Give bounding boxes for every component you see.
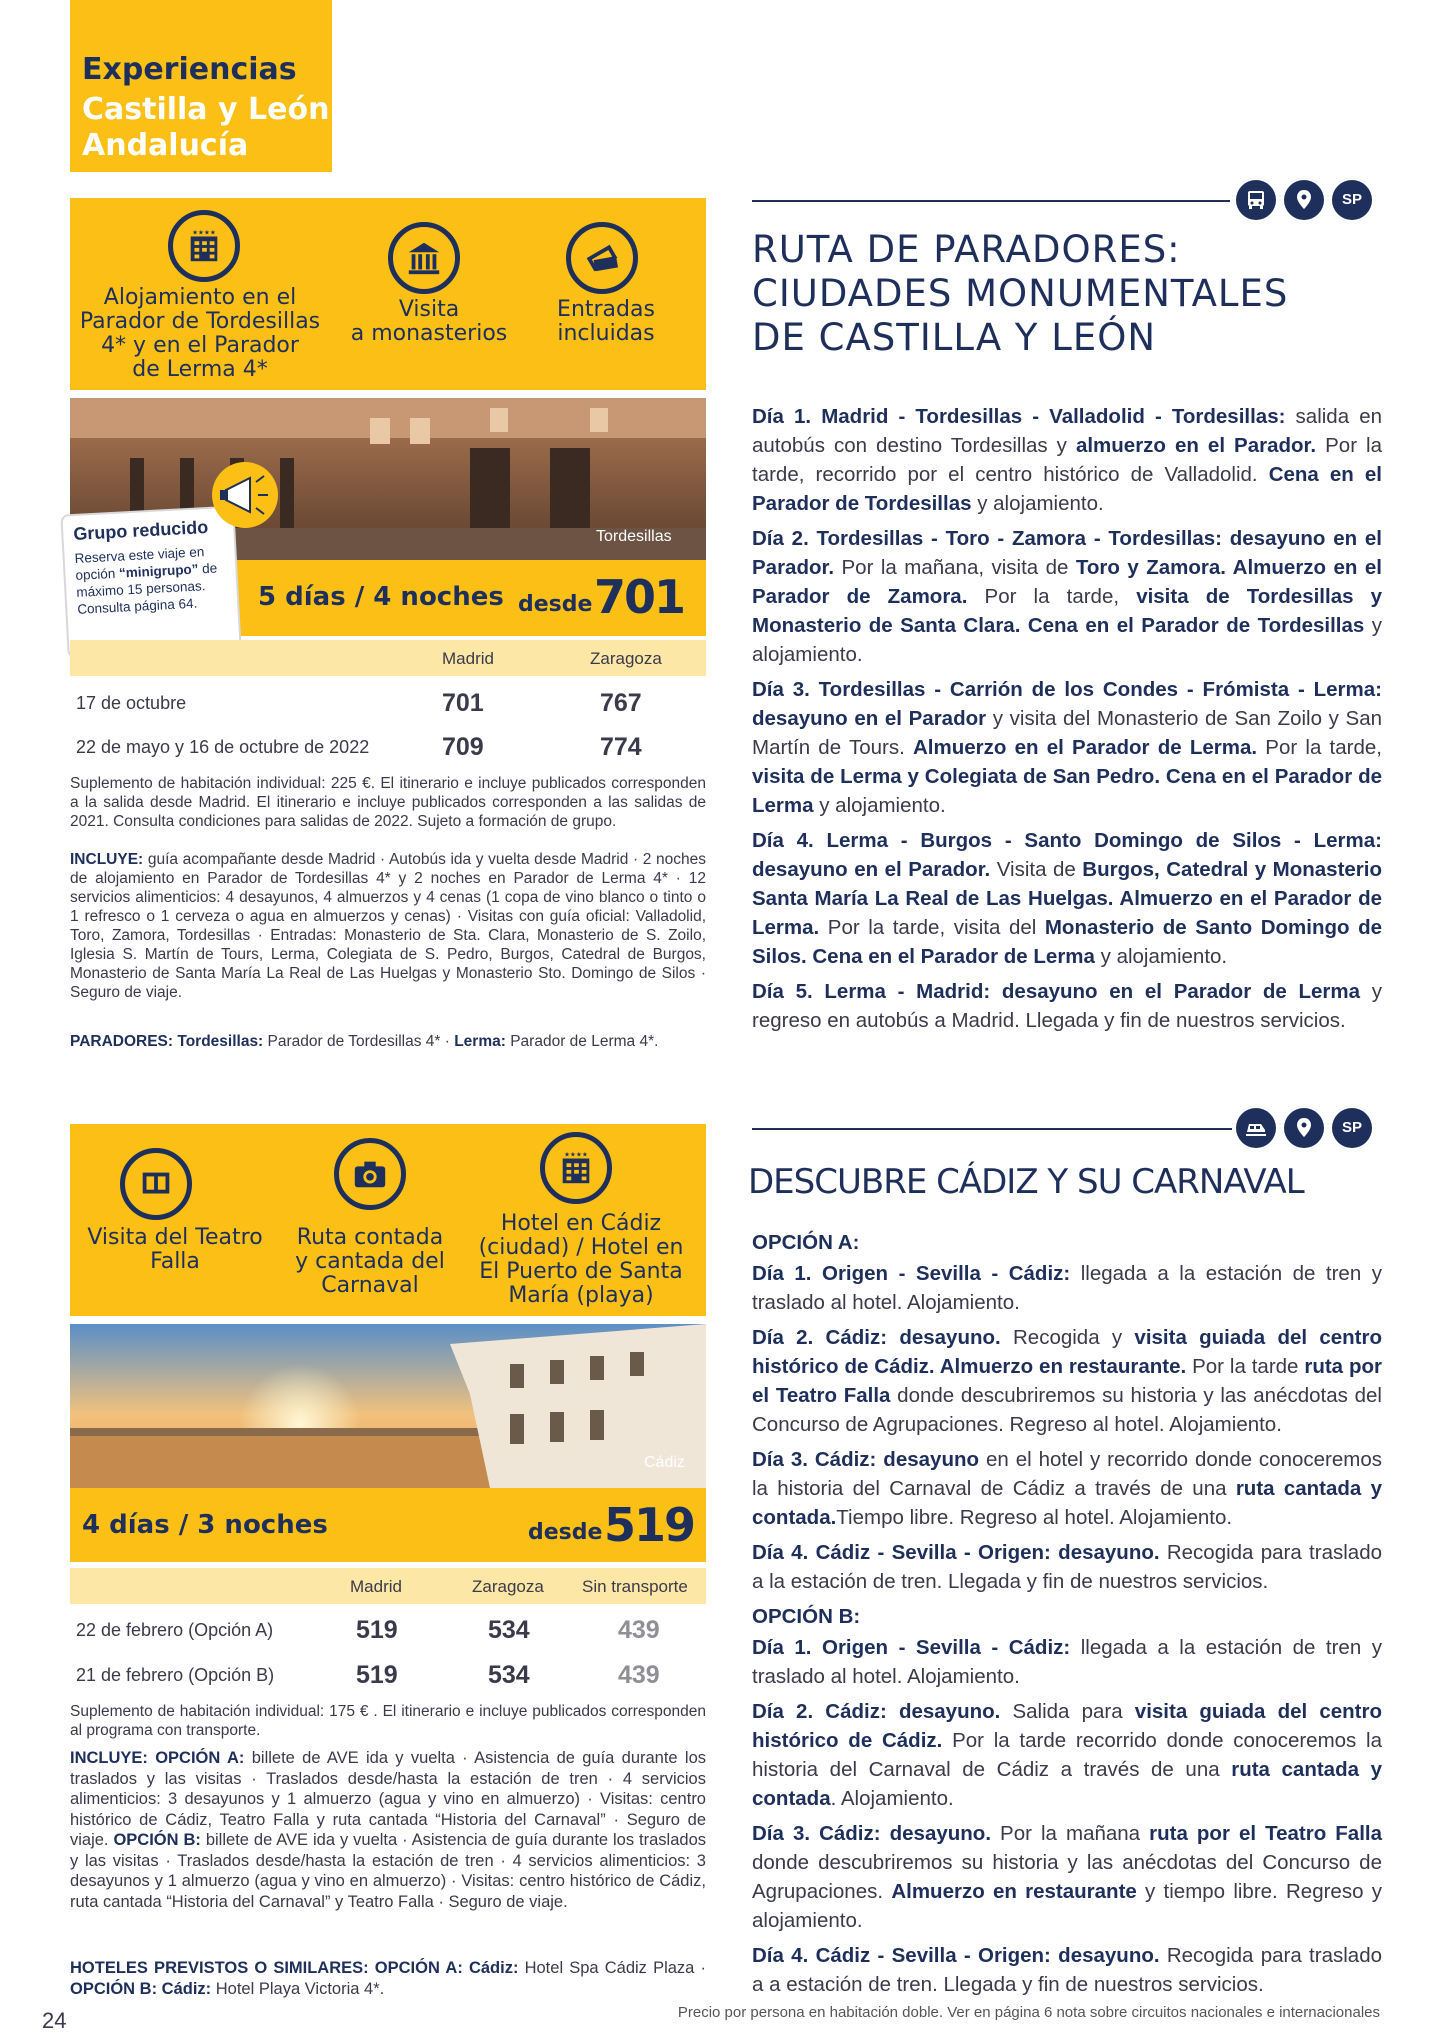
photo-caption: Tordesillas xyxy=(596,528,672,545)
location-pin-icon xyxy=(1284,1108,1324,1148)
trip2-column-header xyxy=(70,1568,706,1604)
itinerary-day: Día 1. Madrid - Tordesillas - Valladolid - Tordesillas: salida en autobús con destino Tordesillas y almuerzo en el Parador. Por la tarde, recorrido por el centro histórico de Valladolid. Cena en el Parador de Tordesillas y alojamiento. xyxy=(752,405,1383,515)
trip2-features-box xyxy=(70,1124,706,1316)
feature-label-alojamiento: Alojamiento en el Parador de Tordesillas 4* y en el Parador de Lerma 4* xyxy=(79,285,321,382)
itinerary-day: Día 5. Lerma - Madrid: desayuno en el Parador de Lerma y regreso en autobús a Madrid. Llegada y fin de nuestros servicios. xyxy=(752,980,1382,1032)
trip2-title: DESCUBRE CÁDIZ Y SU CARNAVAL xyxy=(748,1162,1304,1202)
itinerary-day: Día 3. Tordesillas - Carrión de los Condes - Frómista - Lerma: desayuno en el Parador y visita del Monasterio de San Zoilo y San Martín de Tours. Almuerzo en el Parador de Lerma. Por la tarde, visita de Lerma y Colegiata de San Pedro. Cena en el Parador de Lerma y alojamiento. xyxy=(752,678,1382,817)
trip1-column-header xyxy=(70,640,706,676)
table-row: 22 de febrero (Opción A) 519 534 439 xyxy=(76,1616,660,1644)
trip1-supplement: Suplemento de habitación individual: 225 €. El itinerario e incluye publicados corresponden a la salida desde Madrid. El itinerario e incluye publicados corresponden a las salidas de 2021. Consulta condiciones para salidas de 2022. Sujeto a formación de grupo. xyxy=(70,775,706,830)
itinerary-day: Día 4. Lerma - Burgos - Santo Domingo de Silos - Lerma: desayuno en el Parador. Visita de Burgos, Catedral y Monasterio Santa María La Real de Las Huelgas. Almuerzo en el Parador de Lerma. Por la tarde, visita del Monasterio de Santo Domingo de Silos. Cena en el Parador de Lerma y alojamiento. xyxy=(752,829,1383,968)
itinerary-day: Día 4. Cádiz - Sevilla - Origen: desayuno. Recogida para traslado a a estación de tren. Llegada y fin de nuestros servicios. xyxy=(752,1944,1382,1996)
trip2-price: 519 xyxy=(604,1498,695,1552)
col-madrid: Madrid xyxy=(442,649,494,668)
train-icon xyxy=(1236,1108,1276,1148)
trip2-price-bar xyxy=(70,1488,706,1562)
bus-icon xyxy=(1236,180,1276,220)
svg-text:★★★★: ★★★★ xyxy=(564,1151,588,1159)
itinerary-day: Día 2. Cádiz: desayuno. Salida para visita guiada del centro histórico de Cádiz. Por la tarde recorrido donde conoceremos la historia del Carnaval de Cádiz a través de una ruta cantada y contada. Alojamiento. xyxy=(752,1700,1382,1810)
footer-note: Precio por persona en habitación doble. Ver en página 6 nota sobre circuitos nacionales e internacionales xyxy=(677,2004,1380,2021)
itinerary-day: Día 3. Cádiz: desayuno. Por la mañana ruta por el Teatro Falla donde descubriremos su historia y las anécdotas del Concurso de Agrupaciones. Almuerzo en restaurante y tiempo libre. Regreso y alojamiento. xyxy=(752,1822,1382,1932)
trip1-price: 701 xyxy=(594,570,685,624)
trip1-paradores: PARADORES: Tordesillas: Parador de Tordesillas 4* · Lerma: Parador de Lerma 4*. xyxy=(70,1033,659,1050)
trip1-itinerary xyxy=(752,402,1382,1041)
trip2-includes: INCLUYE: OPCIÓN A: billete de AVE ida y vuelta · Asistencia de guía durante los traslados y las visitas · Traslados desde/hasta la estación de tren · 4 servicios alimenticios: 3 desayunos y 1 almuerzo (agua y vino en almuerzo) · Visitas: centro histórico de Cádiz, Teatro Falla y ruta cantada “Historia del Carnaval” · Seguro de viaje. OPCIÓN B: billete de AVE ida y vuelta · Asistencia de guía durante los traslados y las visitas · Traslados desde/hasta la estación de tren · 4 servicios alimenticios: 3 desayunos y 1 almuerzo (agua y vino en almuerzo) · Visitas: centro histórico de Cádiz, ruta cantada “Historia del Carnaval” y Teatro Falla · Seguro de viaje. xyxy=(70,1749,706,1911)
itinerary-day: Día 4. Cádiz - Sevilla - Origen: desayuno. Recogida para traslado a la estación de tren. Llegada y fin de nuestros servicios. xyxy=(752,1541,1382,1593)
option-heading: OPCIÓN A: xyxy=(752,1231,860,1254)
tickets-icon xyxy=(566,222,638,294)
feature-label-monasterios: Visita a monasterios xyxy=(350,297,508,346)
feature-label-ruta: Ruta contada y cantada del Carnaval xyxy=(295,1225,445,1298)
sp-badge: SP xyxy=(1332,180,1372,220)
section-header xyxy=(70,0,332,172)
megaphone-icon xyxy=(210,460,280,530)
header-line1: Experiencias xyxy=(82,52,297,87)
itinerary-day: Día 2. Tordesillas - Toro - Zamora - Tordesillas: desayuno en el Parador. Por la mañana, visita de Toro y Zamora. Almuerzo en el Parador de Zamora. Por la tarde, visita de Tordesillas y Monasterio de Santa Clara. Cena en el Parador de Tordesillas y alojamiento. xyxy=(752,527,1383,666)
feature-label-entradas: Entradas incluidas xyxy=(557,297,655,346)
trip2-title-rule xyxy=(752,1128,1232,1130)
trip1-title: RUTA DE PARADORES: CIUDADES MONUMENTALES DE CASTILLA Y LEÓN xyxy=(752,228,1289,359)
trip1-title-rule xyxy=(752,200,1230,202)
option-heading: OPCIÓN B: xyxy=(752,1605,861,1628)
cadiz-photo xyxy=(70,1324,706,1488)
camera-icon xyxy=(334,1138,406,1210)
hotel-stars-icon xyxy=(540,1132,612,1204)
hotel-stars-icon xyxy=(168,210,240,282)
trip2-hotels: HOTELES PREVISTOS O SIMILARES: OPCIÓN A: Cádiz: Hotel Spa Cádiz Plaza · OPCIÓN B: Cádiz: Hotel Playa Victoria 4*. xyxy=(70,1959,706,1998)
col-zaragoza: Zaragoza xyxy=(472,1577,544,1596)
feature-label-hotel: Hotel en Cádiz (ciudad) / Hotel en El Puerto de Santa María (playa) xyxy=(478,1211,684,1308)
location-pin-icon xyxy=(1284,180,1324,220)
col-zaragoza: Zaragoza xyxy=(590,649,662,668)
trip1-features-box xyxy=(70,198,706,390)
itinerary-day: Día 1. Origen - Sevilla - Cádiz: llegada a la estación de tren y traslado al hotel. Alojamiento. xyxy=(752,1636,1382,1688)
svg-text:★★★★: ★★★★ xyxy=(192,229,216,237)
col-sin-transporte: Sin transporte xyxy=(582,1577,688,1596)
badge-title: Grupo reducido xyxy=(72,516,209,544)
itinerary-day: Día 2. Cádiz: desayuno. Recogida y visita guiada del centro histórico de Cádiz. Almuerzo en restaurante. Por la tarde ruta por el Teatro Falla donde descubriremos su historia y las anécdotas del Concurso de Agrupaciones. Regreso al hotel. Alojamiento. xyxy=(752,1326,1383,1436)
badge-text: Reserva este viaje en opción “minigrupo” de máximo 15 personas. Consulta página 64. xyxy=(74,544,218,617)
feature-label-teatro: Visita del Teatro Falla xyxy=(87,1225,263,1274)
trip2-duration: 4 días / 3 noches xyxy=(82,1510,328,1540)
page-number: 24 xyxy=(42,2008,67,2033)
trip2-supplement: Suplemento de habitación individual: 175 € . El itinerario e incluye publicados corresponden al programa con transporte. xyxy=(70,1703,706,1739)
itinerary-day: Día 3. Cádiz: desayuno en el hotel y recorrido donde conoceremos la historia del Carnaval de Cádiz a través de una ruta cantada y contada.Tiempo libre. Regreso al hotel. Alojamiento. xyxy=(752,1448,1383,1529)
trip2-desde: desde xyxy=(528,1520,603,1545)
table-row: 17 de octubre 701 767 xyxy=(76,689,642,717)
trip1-duration: 5 días / 4 noches xyxy=(258,582,504,612)
header-line2: Castilla y León Andalucía xyxy=(82,92,330,163)
table-row: 22 de mayo y 16 de octubre de 2022 709 774 xyxy=(76,733,642,761)
theater-icon xyxy=(120,1148,192,1220)
sp-badge: SP xyxy=(1332,1108,1372,1148)
monastery-icon xyxy=(388,222,460,294)
photo-caption: Cádiz xyxy=(644,1454,685,1471)
itinerary-day: Día 1. Origen - Sevilla - Cádiz: llegada a la estación de tren y traslado al hotel. Alojamiento. xyxy=(752,1262,1382,1314)
col-madrid: Madrid xyxy=(350,1577,402,1596)
trip1-desde: desde xyxy=(518,592,593,617)
trip1-includes: INCLUYE: guía acompañante desde Madrid · Autobús ida y vuelta desde Madrid · 2 noches de alojamiento en Parador de Tordesillas 4* y 2 noches en Parador de Lerma 4* · 12 servicios alimenticios: 4 desayunos, 4 almuerzos y 4 cenas (1 copa de vino blanco o tinto o 1 refresco o 1 cerveza o agua en almuerzos y cenas) · Visitas con guía oficial: Valladolid, Toro, Zamora, Tordesillas · Entradas: Monasterio de Sta. Clara, Monasterio de S. Zoilo, Iglesia S. Martín de Tours, Lerma, Colegiata de S. Pedro, Burgos, Catedral de Burgos, Monasterio de Santa María La Real de Las Huelgas y Monasterio Sto. Domingo de Silos · Seguro de viaje. xyxy=(70,851,706,1001)
trip2-itinerary xyxy=(752,1228,1382,2005)
table-row: 21 de febrero (Opción B) 519 534 439 xyxy=(76,1661,660,1689)
